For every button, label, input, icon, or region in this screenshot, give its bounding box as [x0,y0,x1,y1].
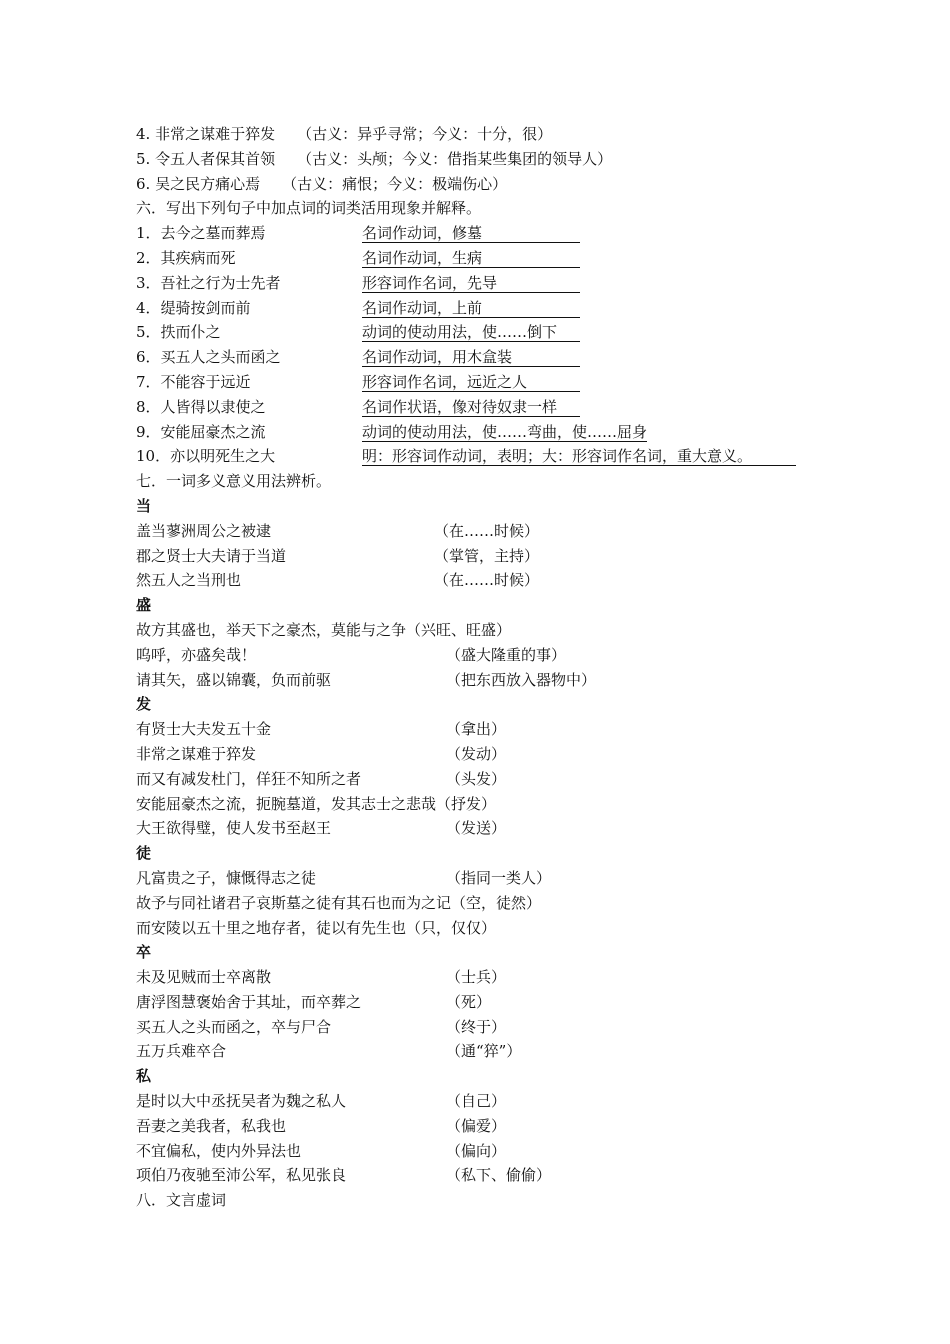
usage-line: 非常之谋难于猝发 （发动） [136,742,856,767]
answer-underlined: 动词的使动用法，使……弯曲，使……屈身 [362,420,647,442]
usage-line: 买五人之头而函之，卒与尸合 （终于） [136,1015,856,1040]
answer-underlined: 名词作动词，用木盒装 [362,345,580,367]
gloss: （抒发） [436,794,497,813]
gloss: （通“猝”） [446,1042,522,1061]
usage-line: 有贤士大夫发五十金 （拿出） [136,717,856,742]
gloss: （在……时候） [434,571,540,590]
answer-underlined: 名词作动词，生病 [362,246,580,268]
gloss: （发送） [446,819,507,838]
gloss: （士兵） [446,968,507,987]
gloss: （偏爱） [446,1116,507,1135]
polysemy-word: 私 [136,1067,152,1086]
exercise-item: 3．吾社之行为士先者 形容词作名词，先导 [136,271,856,296]
gloss: （空，徒然） [451,893,542,912]
gloss: （在……时候） [434,521,540,540]
usage-line: 不宜偏私，使内外异法也 （偏向） [136,1139,856,1164]
exercise-item: 1．去今之墓而葬焉 名词作动词，修墓 [136,221,856,246]
usage-line: 大王欲得璧，使人发书至赵王 （发送） [136,816,856,841]
gloss: （发动） [446,744,507,763]
exercise-item: 2．其疾病而死 名词作动词，生病 [136,246,856,271]
answer-underlined: 名词作动词，修墓 [362,221,580,243]
usage-line: 呜呼，亦盛矣哉！ （盛大隆重的事） [136,643,856,668]
ancient-modern-line: 5. 令五人者保其首领 （古义：头颅；今义：借指某些集团的领导人） [136,149,613,168]
gloss: （死） [446,992,492,1011]
usage-line: 郡之贤士大夫请于当道 （掌管，主持） [136,544,856,569]
exercise-item: 8．人皆得以隶使之 名词作状语，像对待奴隶一样 [136,395,856,420]
gloss: （私下、偷偷） [446,1166,552,1185]
gloss: （拿出） [446,720,507,739]
polysemy-word: 徒 [136,844,152,863]
exercise-item: 7．不能容于远近 形容词作名词，远近之人 [136,370,856,395]
polysemy-word: 当 [136,496,152,515]
usage-line: 凡富贵之子，慷慨得志之徒 （指同一类人） [136,866,856,891]
polysemy-word: 发 [136,695,152,714]
usage-line: 吾妻之美我者，私我也 （偏爱） [136,1114,856,1139]
exercise-item: 9．安能屈豪杰之流 动词的使动用法，使……弯曲，使……屈身 [136,420,856,445]
usage-line: 五万兵难卒合 （通“猝”） [136,1039,856,1064]
polysemy-word: 盛 [136,596,152,615]
exercise-item: 4．缇骑按剑而前 名词作动词，上前 [136,296,856,321]
section-heading: 七．一词多义意义用法辨析。 [136,472,332,491]
section-heading: 六．写出下列句子中加点词的词类活用现象并解释。 [136,199,482,218]
gloss: （兴旺、旺盛） [406,620,512,639]
answer-underlined: 形容词作名词，远近之人 [362,370,580,392]
gloss: （自己） [446,1092,507,1111]
gloss: （掌管，主持） [434,546,540,565]
usage-line: 安能屈豪杰之流，扼腕墓道，发其志士之悲哉（抒发） [136,794,497,813]
gloss: （把东西放入器物中） [446,670,597,689]
usage-line: 项伯乃夜驰至沛公军，私见张良 （私下、偷偷） [136,1163,856,1188]
document-page [136,122,856,1213]
exercise-item: 10．亦以明死生之大 明：形容词作动词，表明；大：形容词作名词，重大意义。 [136,444,856,469]
gloss: （终于） [446,1017,507,1036]
usage-line: 而又有减发杜门，佯狂不知所之者 （头发） [136,767,856,792]
answer-underlined: 名词作状语，像对待奴隶一样 [362,395,580,417]
exercise-item: 6．买五人之头而函之 名词作动词，用木盒装 [136,345,856,370]
gloss: （只，仅仅） [406,918,497,937]
usage-line: 故予与同社诸君子哀斯墓之徒有其石也而为之记（空，徒然） [136,893,542,912]
usage-line: 唐浮图慧褒始舍于其址，而卒葬之 （死） [136,990,856,1015]
usage-line: 请其矢，盛以锦囊，负而前驱 （把东西放入器物中） [136,668,856,693]
ancient-modern-line: 6. 吴之民方痛心焉 （古义：痛恨；今义：极端伤心） [136,174,508,193]
exercise-item: 5．抶而仆之 动词的使动用法，使……倒下 [136,320,856,345]
answer-underlined: 动词的使动用法，使……倒下 [362,320,580,342]
gloss: （头发） [446,769,507,788]
usage-line: 未及见贼而士卒离散 （士兵） [136,965,856,990]
ancient-modern-line: 4. 非常之谋难于猝发 （古义：异乎寻常；今义：十分，很） [136,125,553,143]
gloss: （指同一类人） [446,868,552,887]
section-heading: 八．文言虚词 [136,1191,227,1210]
gloss: （盛大隆重的事） [446,645,567,664]
polysemy-word: 卒 [136,943,152,962]
answer-underlined: 名词作动词，上前 [362,296,580,318]
usage-line: 故方其盛也，举天下之豪杰，莫能与之争（兴旺、旺盛） [136,620,512,639]
answer-underlined: 明：形容词作动词，表明；大：形容词作名词，重大意义。 [362,444,796,466]
usage-line: 而安陵以五十里之地存者，徒以有先生也（只，仅仅） [136,918,497,937]
answer-underlined: 形容词作名词，先导 [362,271,580,293]
usage-line: 盖当蓼洲周公之被逮 （在……时候） [136,519,856,544]
gloss: （偏向） [446,1141,507,1160]
usage-line: 然五人之当刑也 （在……时候） [136,568,856,593]
usage-line: 是时以大中丞抚吴者为魏之私人 （自己） [136,1089,856,1114]
